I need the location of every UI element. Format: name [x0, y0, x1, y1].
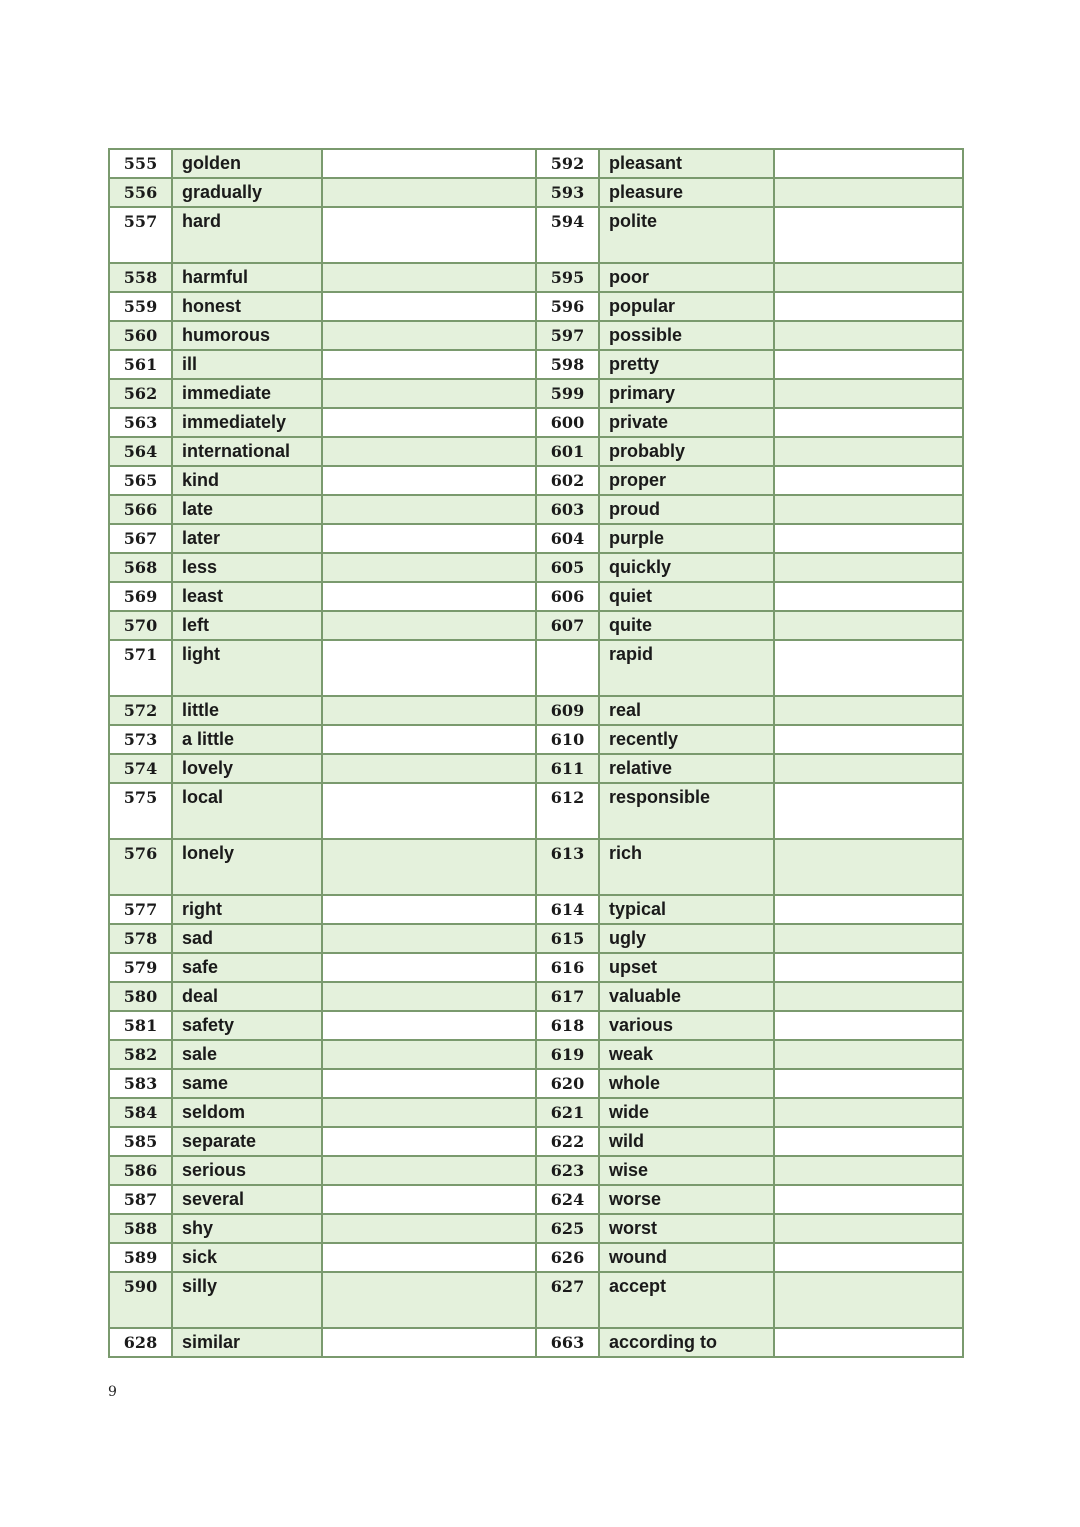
left-answer-cell[interactable] — [322, 149, 536, 178]
table-row — [109, 1127, 963, 1156]
right-entry-number: 597 — [536, 321, 599, 350]
right-entry-word: ugly — [599, 924, 774, 953]
right-entry-number: 594 — [536, 207, 599, 263]
left-answer-cell[interactable] — [322, 207, 536, 263]
left-entry-number: 587 — [109, 1185, 172, 1214]
left-answer-cell[interactable] — [322, 839, 536, 895]
table-row — [109, 839, 963, 895]
table-row — [109, 178, 963, 207]
left-entry-number: 586 — [109, 1156, 172, 1185]
right-answer-cell[interactable] — [774, 553, 963, 582]
right-answer-cell[interactable] — [774, 1011, 963, 1040]
right-answer-cell[interactable] — [774, 611, 963, 640]
table-row — [109, 149, 963, 178]
left-entry-word: separate — [172, 1127, 322, 1156]
right-answer-cell[interactable] — [774, 982, 963, 1011]
right-answer-cell[interactable] — [774, 263, 963, 292]
left-answer-cell[interactable] — [322, 783, 536, 839]
right-answer-cell[interactable] — [774, 350, 963, 379]
left-entry-number: 573 — [109, 725, 172, 754]
right-entry-word: rapid — [599, 640, 774, 696]
left-entry-number: 585 — [109, 1127, 172, 1156]
left-answer-cell[interactable] — [322, 321, 536, 350]
left-entry-word: late — [172, 495, 322, 524]
right-entry-number: 619 — [536, 1040, 599, 1069]
table-row — [109, 611, 963, 640]
right-entry-word: real — [599, 696, 774, 725]
right-entry-number: 626 — [536, 1243, 599, 1272]
table-row — [109, 783, 963, 839]
left-entry-number: 565 — [109, 466, 172, 495]
table-row — [109, 924, 963, 953]
left-entry-word: sale — [172, 1040, 322, 1069]
right-entry-number: 625 — [536, 1214, 599, 1243]
left-entry-number: 628 — [109, 1328, 172, 1357]
right-answer-cell[interactable] — [774, 466, 963, 495]
right-answer-cell[interactable] — [774, 1272, 963, 1328]
left-answer-cell[interactable] — [322, 895, 536, 924]
table-row — [109, 1328, 963, 1357]
left-entry-word: left — [172, 611, 322, 640]
left-entry-word: gradually — [172, 178, 322, 207]
right-entry-word: probably — [599, 437, 774, 466]
table-row — [109, 553, 963, 582]
left-entry-number: 570 — [109, 611, 172, 640]
table-row — [109, 321, 963, 350]
left-answer-cell[interactable] — [322, 1156, 536, 1185]
left-answer-cell[interactable] — [322, 495, 536, 524]
right-entry-number: 592 — [536, 149, 599, 178]
table-row — [109, 582, 963, 611]
right-answer-cell[interactable] — [774, 524, 963, 553]
vocabulary-table-body — [109, 149, 963, 1357]
left-entry-number: 574 — [109, 754, 172, 783]
right-answer-cell[interactable] — [774, 640, 963, 696]
left-entry-word: same — [172, 1069, 322, 1098]
right-entry-word: worst — [599, 1214, 774, 1243]
table-row — [109, 437, 963, 466]
left-answer-cell[interactable] — [322, 292, 536, 321]
right-entry-word: quite — [599, 611, 774, 640]
right-entry-word: pleasure — [599, 178, 774, 207]
right-answer-cell[interactable] — [774, 754, 963, 783]
left-answer-cell[interactable] — [322, 379, 536, 408]
left-entry-word: local — [172, 783, 322, 839]
left-answer-cell[interactable] — [322, 582, 536, 611]
right-entry-number: 623 — [536, 1156, 599, 1185]
right-entry-word: weak — [599, 1040, 774, 1069]
right-answer-cell[interactable] — [774, 379, 963, 408]
left-entry-word: harmful — [172, 263, 322, 292]
left-entry-word: serious — [172, 1156, 322, 1185]
left-entry-number: 581 — [109, 1011, 172, 1040]
right-entry-number: 621 — [536, 1098, 599, 1127]
left-entry-word: a little — [172, 725, 322, 754]
left-answer-cell[interactable] — [322, 437, 536, 466]
left-answer-cell[interactable] — [322, 1214, 536, 1243]
table-row — [109, 292, 963, 321]
left-answer-cell[interactable] — [322, 1069, 536, 1098]
left-entry-word: ill — [172, 350, 322, 379]
left-entry-word: little — [172, 696, 322, 725]
left-answer-cell[interactable] — [322, 178, 536, 207]
left-entry-number: 561 — [109, 350, 172, 379]
right-answer-cell[interactable] — [774, 408, 963, 437]
left-entry-word: shy — [172, 1214, 322, 1243]
right-entry-word: responsible — [599, 783, 774, 839]
right-answer-cell[interactable] — [774, 1098, 963, 1127]
left-entry-number: 568 — [109, 553, 172, 582]
right-answer-cell[interactable] — [774, 207, 963, 263]
table-row — [109, 1243, 963, 1272]
right-answer-cell[interactable] — [774, 292, 963, 321]
right-answer-cell[interactable] — [774, 582, 963, 611]
left-entry-word: lonely — [172, 839, 322, 895]
right-entry-number: 593 — [536, 178, 599, 207]
right-entry-number: 617 — [536, 982, 599, 1011]
right-answer-cell[interactable] — [774, 437, 963, 466]
right-answer-cell[interactable] — [774, 1040, 963, 1069]
right-entry-word: proud — [599, 495, 774, 524]
left-entry-number: 580 — [109, 982, 172, 1011]
right-entry-word: quickly — [599, 553, 774, 582]
left-entry-word: humorous — [172, 321, 322, 350]
left-answer-cell[interactable] — [322, 953, 536, 982]
right-entry-word: polite — [599, 207, 774, 263]
left-answer-cell[interactable] — [322, 263, 536, 292]
right-entry-word: possible — [599, 321, 774, 350]
right-entry-number: 663 — [536, 1328, 599, 1357]
right-entry-number: 604 — [536, 524, 599, 553]
table-row — [109, 982, 963, 1011]
left-entry-word: deal — [172, 982, 322, 1011]
right-answer-cell[interactable] — [774, 1156, 963, 1185]
left-entry-number: 569 — [109, 582, 172, 611]
right-entry-word: accept — [599, 1272, 774, 1328]
table-row — [109, 350, 963, 379]
left-answer-cell[interactable] — [322, 408, 536, 437]
table-row — [109, 895, 963, 924]
left-entry-number: 578 — [109, 924, 172, 953]
left-entry-number: 562 — [109, 379, 172, 408]
right-entry-word: pretty — [599, 350, 774, 379]
right-entry-number: 620 — [536, 1069, 599, 1098]
left-entry-number: 572 — [109, 696, 172, 725]
right-answer-cell[interactable] — [774, 1214, 963, 1243]
right-entry-word: recently — [599, 725, 774, 754]
left-entry-number: 588 — [109, 1214, 172, 1243]
table-row — [109, 1272, 963, 1328]
right-answer-cell[interactable] — [774, 953, 963, 982]
left-answer-cell[interactable] — [322, 524, 536, 553]
left-answer-cell[interactable] — [322, 1011, 536, 1040]
table-row — [109, 1040, 963, 1069]
table-row — [109, 725, 963, 754]
right-answer-cell[interactable] — [774, 725, 963, 754]
right-entry-word: upset — [599, 953, 774, 982]
left-answer-cell[interactable] — [322, 553, 536, 582]
right-entry-word: rich — [599, 839, 774, 895]
left-entry-number: 559 — [109, 292, 172, 321]
table-row — [109, 524, 963, 553]
right-answer-cell[interactable] — [774, 895, 963, 924]
right-answer-cell[interactable] — [774, 1127, 963, 1156]
left-entry-word: right — [172, 895, 322, 924]
right-entry-number: 600 — [536, 408, 599, 437]
right-entry-number: 603 — [536, 495, 599, 524]
right-entry-word: various — [599, 1011, 774, 1040]
left-answer-cell[interactable] — [322, 1328, 536, 1357]
left-answer-cell[interactable] — [322, 924, 536, 953]
left-entry-number: 577 — [109, 895, 172, 924]
right-entry-word: valuable — [599, 982, 774, 1011]
left-entry-number: 589 — [109, 1243, 172, 1272]
right-entry-word: popular — [599, 292, 774, 321]
left-answer-cell[interactable] — [322, 696, 536, 725]
vocabulary-table — [108, 148, 964, 1358]
right-entry-number: 595 — [536, 263, 599, 292]
left-answer-cell[interactable] — [322, 611, 536, 640]
right-entry-word: worse — [599, 1185, 774, 1214]
left-answer-cell[interactable] — [322, 725, 536, 754]
left-entry-word: several — [172, 1185, 322, 1214]
right-entry-number: 627 — [536, 1272, 599, 1328]
right-answer-cell[interactable] — [774, 1069, 963, 1098]
right-entry-number: 618 — [536, 1011, 599, 1040]
right-entry-number: 607 — [536, 611, 599, 640]
right-answer-cell[interactable] — [774, 1328, 963, 1357]
right-entry-word: private — [599, 408, 774, 437]
table-row — [109, 754, 963, 783]
right-answer-cell[interactable] — [774, 696, 963, 725]
left-answer-cell[interactable] — [322, 640, 536, 696]
right-entry-word: according to — [599, 1328, 774, 1357]
left-entry-word: sick — [172, 1243, 322, 1272]
table-row — [109, 207, 963, 263]
table-row — [109, 263, 963, 292]
left-entry-word: honest — [172, 292, 322, 321]
right-entry-number: 601 — [536, 437, 599, 466]
table-row — [109, 1156, 963, 1185]
left-entry-word: similar — [172, 1328, 322, 1357]
left-entry-word: sad — [172, 924, 322, 953]
right-entry-word: proper — [599, 466, 774, 495]
right-entry-word: wound — [599, 1243, 774, 1272]
right-entry-number: 596 — [536, 292, 599, 321]
table-row — [109, 1185, 963, 1214]
right-entry-number: 602 — [536, 466, 599, 495]
right-answer-cell[interactable] — [774, 149, 963, 178]
right-answer-cell[interactable] — [774, 495, 963, 524]
right-entry-number — [536, 640, 599, 696]
right-entry-word: typical — [599, 895, 774, 924]
left-entry-word: safe — [172, 953, 322, 982]
left-entry-word: light — [172, 640, 322, 696]
right-entry-number: 611 — [536, 754, 599, 783]
left-entry-word: kind — [172, 466, 322, 495]
left-entry-word: safety — [172, 1011, 322, 1040]
right-entry-word: wise — [599, 1156, 774, 1185]
left-entry-word: least — [172, 582, 322, 611]
table-row — [109, 495, 963, 524]
left-entry-word: golden — [172, 149, 322, 178]
right-answer-cell[interactable] — [774, 924, 963, 953]
right-answer-cell[interactable] — [774, 321, 963, 350]
left-entry-word: international — [172, 437, 322, 466]
left-entry-word: seldom — [172, 1098, 322, 1127]
left-entry-number: 582 — [109, 1040, 172, 1069]
right-entry-number: 599 — [536, 379, 599, 408]
left-answer-cell[interactable] — [322, 1040, 536, 1069]
left-entry-number: 579 — [109, 953, 172, 982]
left-entry-number: 576 — [109, 839, 172, 895]
table-row — [109, 1098, 963, 1127]
table-row — [109, 379, 963, 408]
right-entry-word: purple — [599, 524, 774, 553]
left-answer-cell[interactable] — [322, 754, 536, 783]
right-answer-cell[interactable] — [774, 178, 963, 207]
left-entry-word: lovely — [172, 754, 322, 783]
right-entry-number: 605 — [536, 553, 599, 582]
left-answer-cell[interactable] — [322, 466, 536, 495]
right-entry-word: wild — [599, 1127, 774, 1156]
right-entry-word: quiet — [599, 582, 774, 611]
table-row — [109, 953, 963, 982]
left-entry-word: hard — [172, 207, 322, 263]
right-answer-cell[interactable] — [774, 1185, 963, 1214]
right-entry-number: 613 — [536, 839, 599, 895]
right-entry-word: relative — [599, 754, 774, 783]
left-entry-number: 583 — [109, 1069, 172, 1098]
right-entry-word: primary — [599, 379, 774, 408]
left-answer-cell[interactable] — [322, 1272, 536, 1328]
left-entry-number: 555 — [109, 149, 172, 178]
right-entry-word: poor — [599, 263, 774, 292]
left-answer-cell[interactable] — [322, 1098, 536, 1127]
left-entry-number: 556 — [109, 178, 172, 207]
left-entry-word: less — [172, 553, 322, 582]
right-entry-number: 598 — [536, 350, 599, 379]
right-entry-number: 622 — [536, 1127, 599, 1156]
left-answer-cell[interactable] — [322, 350, 536, 379]
left-answer-cell[interactable] — [322, 982, 536, 1011]
table-row — [109, 408, 963, 437]
left-answer-cell[interactable] — [322, 1243, 536, 1272]
left-entry-number: 590 — [109, 1272, 172, 1328]
right-entry-number: 615 — [536, 924, 599, 953]
right-answer-cell[interactable] — [774, 783, 963, 839]
table-row — [109, 696, 963, 725]
table-row — [109, 1214, 963, 1243]
right-answer-cell[interactable] — [774, 1243, 963, 1272]
right-entry-word: pleasant — [599, 149, 774, 178]
right-entry-number: 624 — [536, 1185, 599, 1214]
page-number: 9 — [108, 1384, 117, 1400]
left-entry-number: 567 — [109, 524, 172, 553]
right-entry-number: 612 — [536, 783, 599, 839]
right-entry-number: 606 — [536, 582, 599, 611]
right-entry-word: wide — [599, 1098, 774, 1127]
left-entry-number: 563 — [109, 408, 172, 437]
left-entry-number: 564 — [109, 437, 172, 466]
left-entry-word: immediate — [172, 379, 322, 408]
right-entry-number: 614 — [536, 895, 599, 924]
table-row — [109, 1069, 963, 1098]
right-entry-number: 610 — [536, 725, 599, 754]
left-entry-word: later — [172, 524, 322, 553]
left-entry-number: 584 — [109, 1098, 172, 1127]
left-entry-word: immediately — [172, 408, 322, 437]
left-answer-cell[interactable] — [322, 1127, 536, 1156]
right-entry-number: 616 — [536, 953, 599, 982]
left-answer-cell[interactable] — [322, 1185, 536, 1214]
right-entry-number: 609 — [536, 696, 599, 725]
left-entry-word: silly — [172, 1272, 322, 1328]
left-entry-number: 575 — [109, 783, 172, 839]
left-entry-number: 571 — [109, 640, 172, 696]
table-row — [109, 1011, 963, 1040]
left-entry-number: 566 — [109, 495, 172, 524]
left-entry-number: 560 — [109, 321, 172, 350]
table-row — [109, 640, 963, 696]
right-entry-word: whole — [599, 1069, 774, 1098]
right-answer-cell[interactable] — [774, 839, 963, 895]
table-row — [109, 466, 963, 495]
left-entry-number: 557 — [109, 207, 172, 263]
left-entry-number: 558 — [109, 263, 172, 292]
